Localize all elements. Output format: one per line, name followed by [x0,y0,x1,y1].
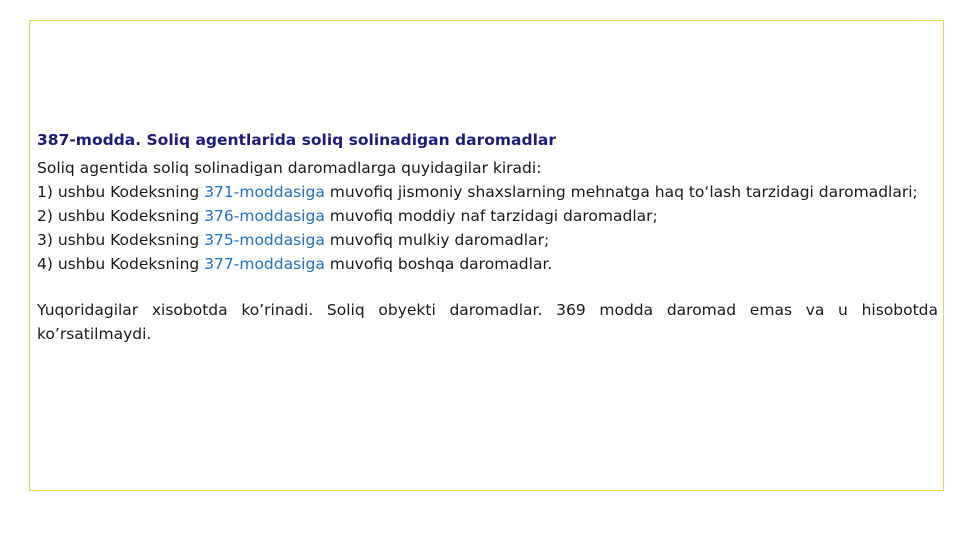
list-item-text: 4) ushbu Kodeksning [37,255,205,273]
spacer [37,276,938,298]
article-note: Yuqoridagilar xisobotda ko’rinadi. Soliq obyekti daromadlar. 369 modda daromad emas va u hisobotda ko’rsatilmaydi. [37,301,938,343]
list-item [37,252,938,276]
article-title: 387-modda. Soliq agentlarida soliq solinadigan daromadlar [37,131,556,149]
article-link-375[interactable]: 375-moddasiga [204,231,325,249]
article-link-376[interactable]: 376-moddasiga [204,207,325,225]
list-item [37,228,938,252]
list-item [37,204,938,228]
article-content [37,128,938,346]
list-item-text: 3) ushbu Kodeksning [37,231,205,249]
article-link-371[interactable]: 371-moddasiga [204,183,325,201]
article-intro: Soliq agentida soliq solinadigan daromadlarga quyidagilar kiradi: [37,159,542,177]
list-item-text: muvofiq mulkiy daromadlar; [324,231,550,249]
list-item-text: 1) ushbu Kodeksning [37,183,205,201]
list-item-text: muvofiq boshqa daromadlar. [324,255,553,273]
list-item-text: muvofiq jismoniy shaxslarning mehnatga haq to‘lash tarzidagi daromadlari; [324,183,918,201]
list-item [37,180,938,204]
list-item-text: muvofiq moddiy naf tarzidagi daromadlar; [324,207,658,225]
list-item-text: 2) ushbu Kodeksning [37,207,205,225]
article-link-377[interactable]: 377-moddasiga [204,255,325,273]
